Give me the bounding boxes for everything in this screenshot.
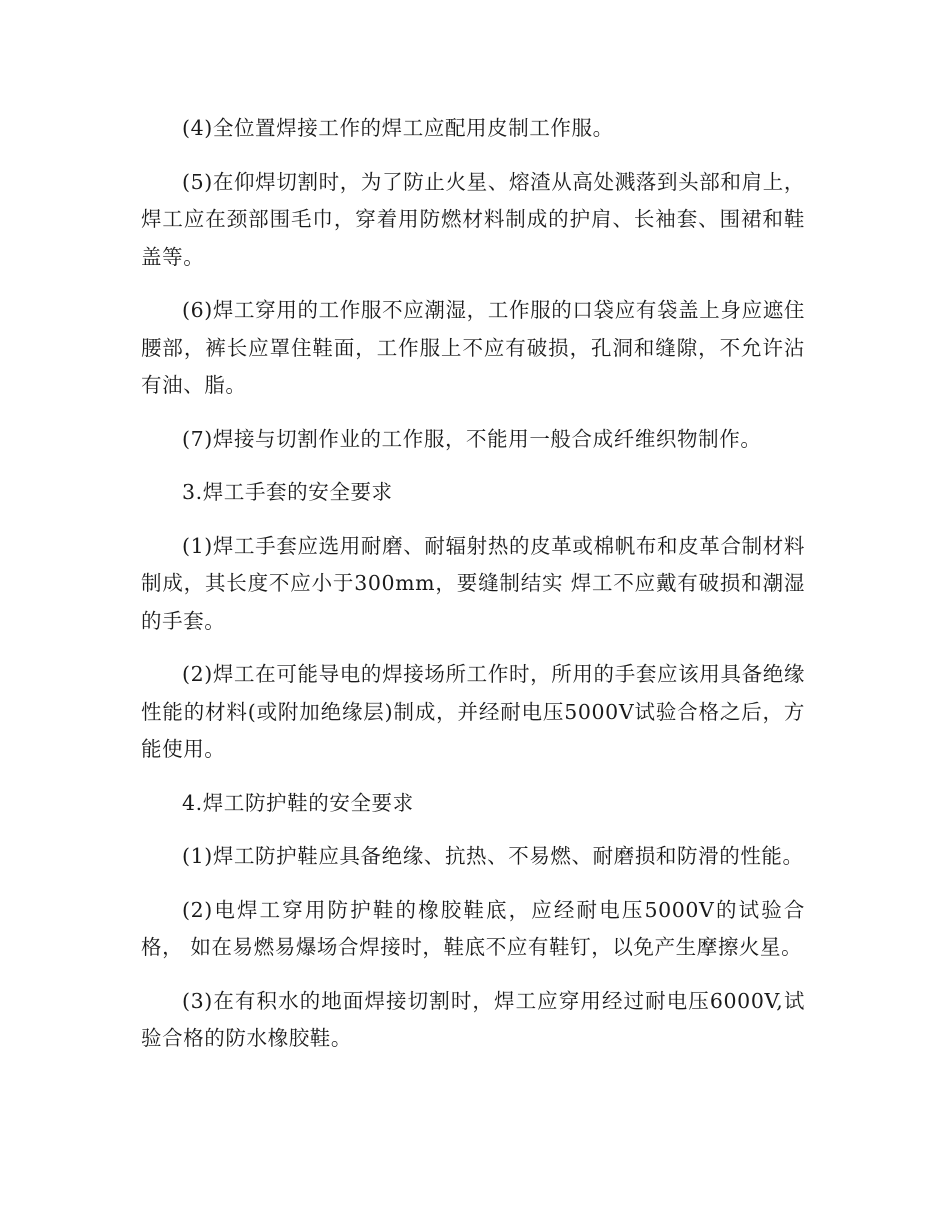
paragraph-item-7-synthetic-fabric: (7)焊接与切割作业的工作服，不能用一般合成纤维织物制作。 xyxy=(182,426,762,451)
paragraph-shoes-item-1: (1)焊工防护鞋应具备绝缘、抗热、不易燃、耐磨损和防滑的性能。 xyxy=(182,844,804,868)
paragraph-shoes-item-3: (3)在有积水的地面焊接切割时，焊工应穿用经过耐电压6000V,试验合格的防水橡胶鞋。 xyxy=(141,988,805,1050)
section-heading-shoes: 4.焊工防护鞋的安全要求 xyxy=(182,790,414,815)
section-heading-gloves: 3.焊工手套的安全要求 xyxy=(182,480,393,504)
paragraph-item-4-leather-suit: (4)全位置焊接工作的焊工应配用皮制工作服。 xyxy=(182,116,614,140)
document-body xyxy=(141,110,805,1058)
paragraph-item-5-overhead-welding: (5)在仰焊切割时，为了防止火星、熔渣从高处溅落到头部和肩上，焊工应在颈部围毛巾，穿着用防燃材料制成的护肩、长袖套、围裙和鞋盖等。 xyxy=(141,169,805,269)
paragraph-gloves-item-1: (1)焊工手套应选用耐磨、耐辐射热的皮革或棉帆布和皮革合制材料制成，其长度不应小于300mm，要缝制结实 焊工不应戴有破损和潮湿的手套。 xyxy=(141,533,805,633)
paragraph-gloves-item-2: (2)焊工在可能导电的焊接场所工作时，所用的手套应该用具备绝缘性能的材料(或附加绝缘层)制成，并经耐电压5000V试验合格之后，方能使用。 xyxy=(141,662,805,761)
paragraph-item-6-work-clothes: (6)焊工穿用的工作服不应潮湿，工作服的口袋应有袋盖上身应遮住腰部，裤长应罩住鞋面，工作服上不应有破损，孔洞和缝隙，不允许沾有油、脂。 xyxy=(141,298,805,397)
paragraph-shoes-item-2: (2)电焊工穿用防护鞋的橡胶鞋底，应经耐电压5000V的试验合格， 如在易燃易爆场合焊接时，鞋底不应有鞋钉，以免产生摩擦火星。 xyxy=(141,897,805,959)
